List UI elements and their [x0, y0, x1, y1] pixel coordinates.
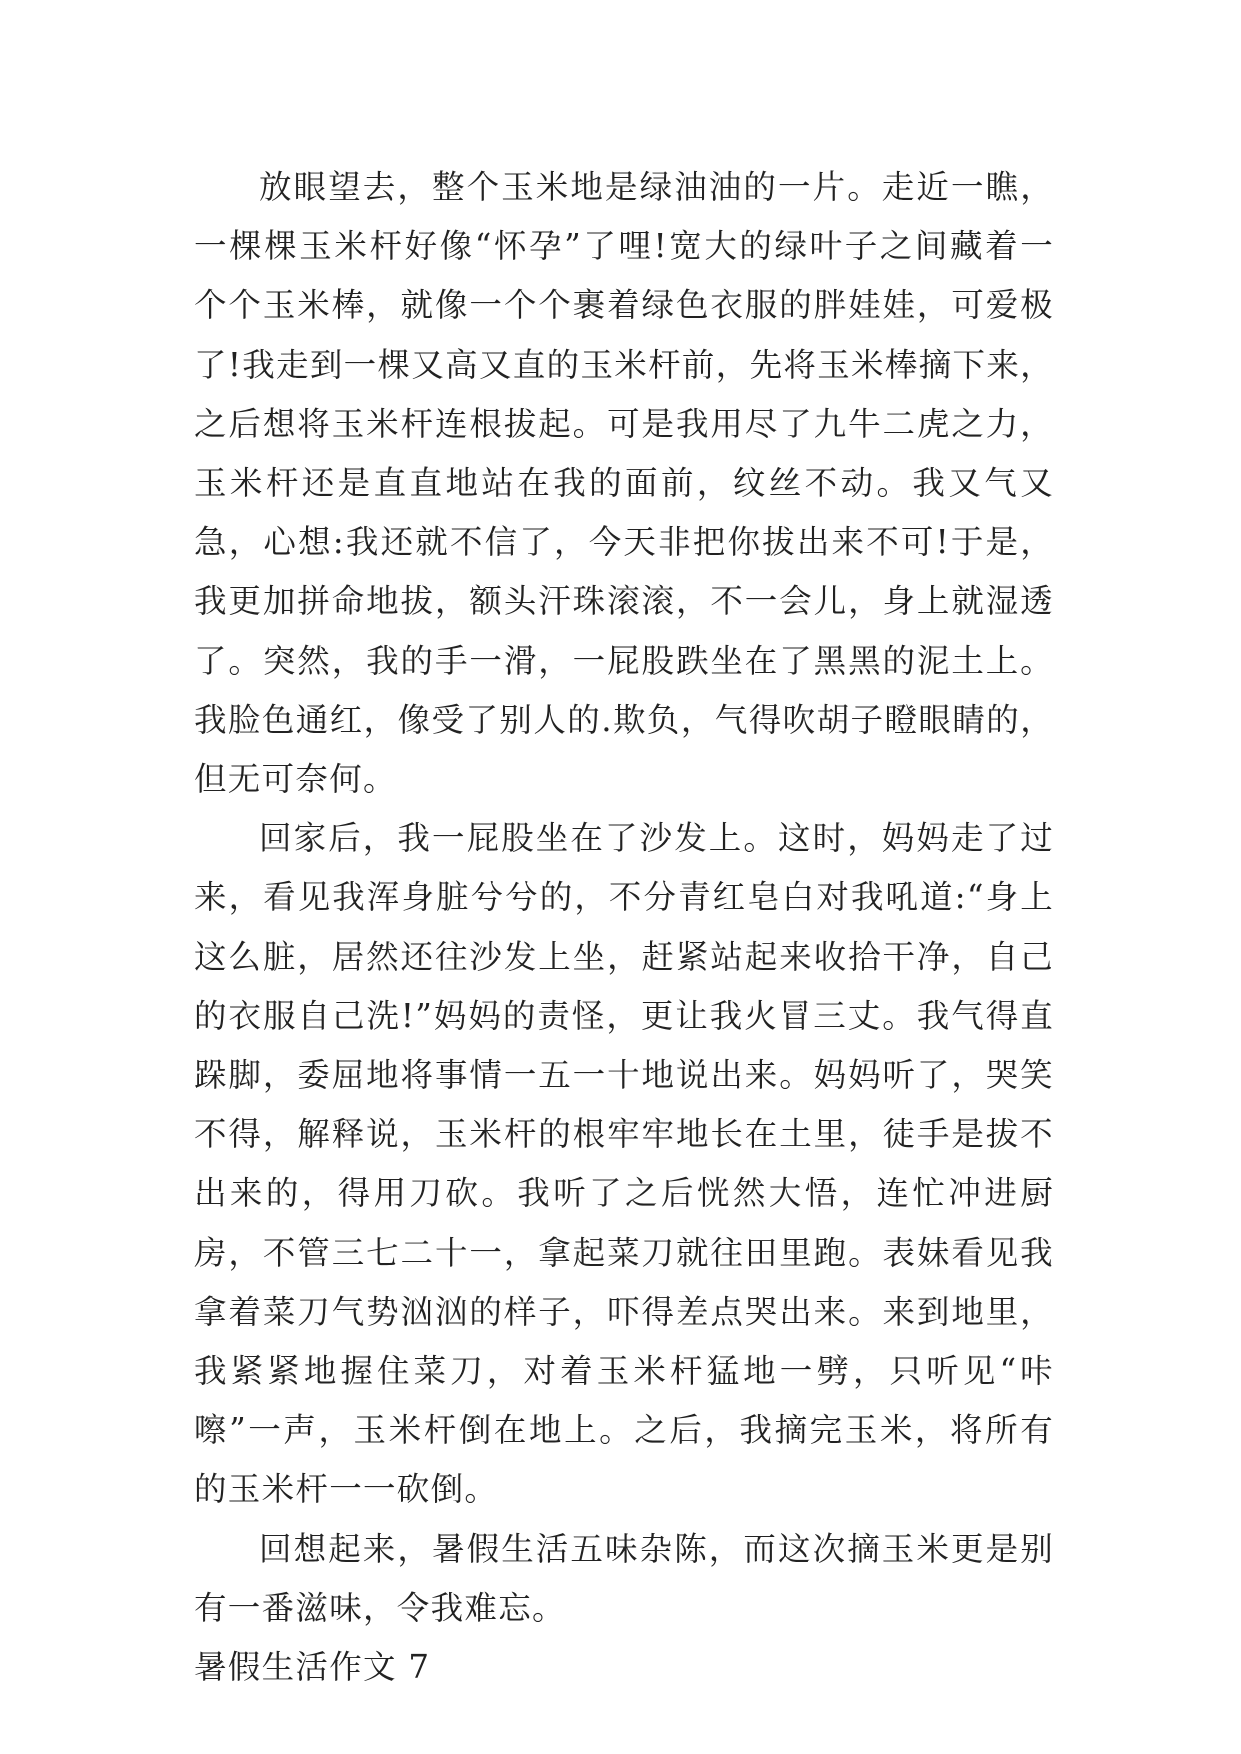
section-heading: 暑假生活作文 7	[194, 1648, 431, 1687]
document-page	[194, 158, 1054, 1697]
paragraph-back-home: 回家后，我一屁股坐在了沙发上。这时，妈妈走了过来，看见我浑身脏兮兮的，不分青红皂白对我吼道:“身上这么脏，居然还往沙发上坐，赶紧站起来收拾干净，自己的衣服自己洗!”妈妈的责怪，更让我火冒三丈。我气得直跺脚，委屈地将事情一五一十地说出来。妈妈听了，哭笑不得，解释说，玉米杆的根牢牢地长在土里，徒手是拔不出来的，得用刀砍。我听了之后恍然大悟，连忙冲进厨房，不管三七二十一，拿起菜刀就往田里跑。表妹看见我拿着菜刀气势汹汹的样子，吓得差点哭出来。来到地里，我紧紧地握住菜刀，对着玉米杆猛地一劈，只听见“咔嚓”一声，玉米杆倒在地上。之后，我摘完玉米，将所有的玉米杆一一砍倒。	[194, 819, 1054, 1509]
paragraph-conclusion: 回想起来，暑假生活五味杂陈，而这次摘玉米更是别有一番滋味，令我难忘。	[194, 1529, 1054, 1627]
paragraph-corn-field: 放眼望去，整个玉米地是绿油油的一片。走近一瞧，一棵棵玉米杆好像“怀孕”了哩!宽大的绿叶子之间藏着一个个玉米棒，就像一个个裹着绿色衣服的胖娃娃，可爱极了!我走到一棵又高又直的玉米杆前，先将玉米棒摘下来，之后想将玉米杆连根拔起。可是我用尽了九牛二虎之力，玉米杆还是直直地站在我的面前，纹丝不动。我又气又急，心想:我还就不信了，今天非把你拔出来不可!于是，我更加拼命地拔，额头汗珠滚滚，不一会儿，身上就湿透了。突然，我的手一滑，一屁股跌坐在了黑黑的泥土上。我脸色通红，像受了别人的.欺负，气得吹胡子瞪眼睛的，但无可奈何。	[194, 168, 1054, 799]
